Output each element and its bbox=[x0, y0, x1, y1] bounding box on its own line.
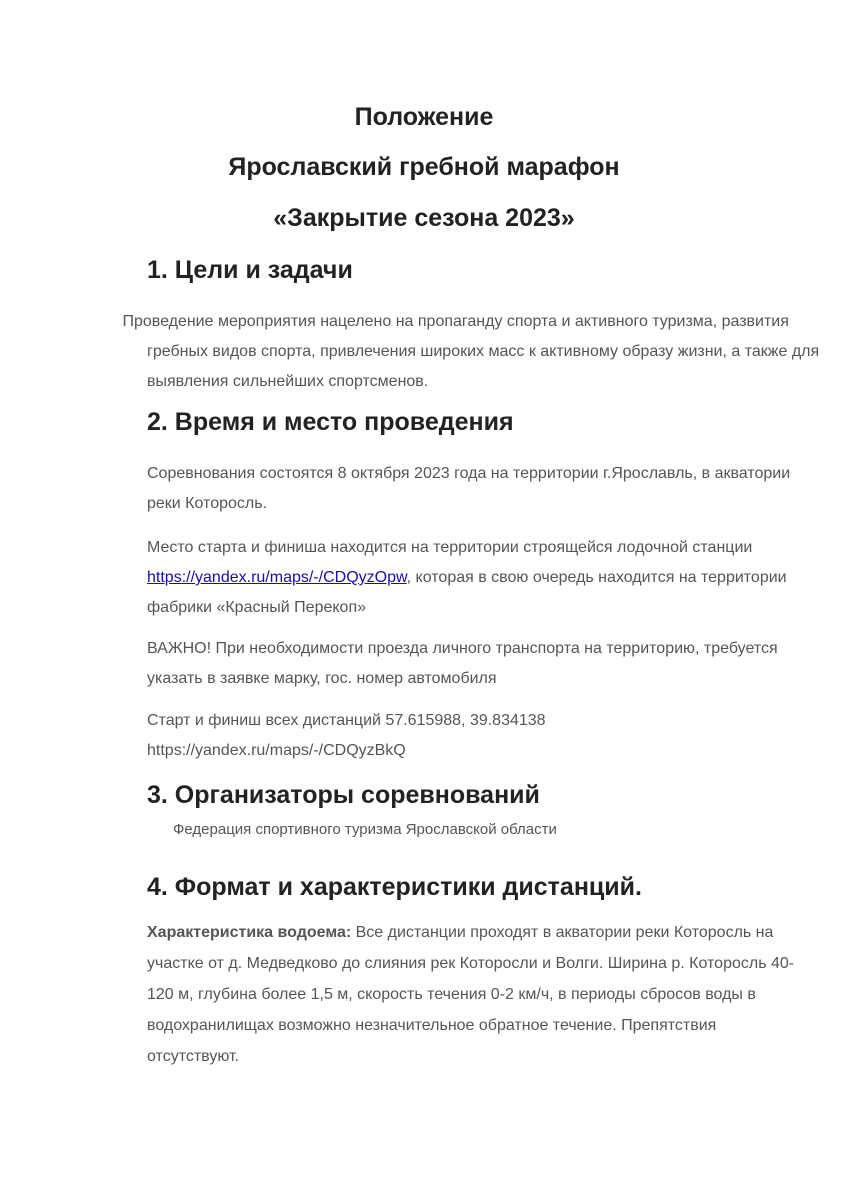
text-line: Старт и финиш всех дистанций 57.615988, 39.834138 bbox=[147, 712, 546, 729]
text-line: Соревнования состоятся 8 октября 2023 года на территории г.Ярославль, в акватории bbox=[147, 465, 791, 482]
section-heading-organizers: 3. Организаторы соревнований bbox=[147, 781, 540, 809]
text-line: https://yandex.ru/maps/-/CDQyzBkQ bbox=[147, 742, 406, 759]
location-paragraph bbox=[147, 533, 787, 623]
text-line bbox=[147, 917, 794, 948]
document-title: Положение bbox=[354, 103, 494, 131]
water-body-paragraph bbox=[147, 917, 794, 1072]
text-line bbox=[147, 563, 787, 593]
section-heading-goals: 1. Цели и задачи bbox=[147, 256, 353, 284]
text-line: участке от д. Медведково до слияния рек Которосли и Волги. Ширина р. Которосль 40- bbox=[147, 955, 795, 972]
important-notice-paragraph bbox=[147, 634, 778, 694]
text-line: 120 м, глубина более 1,5 м, скорость течения 0-2 км/ч, в периоды сбросов воды в bbox=[147, 986, 756, 1003]
event-subtitle: «Закрытие сезона 2023» bbox=[273, 204, 575, 232]
text-line: водохранилищах возможно незначительное обратное течение. Препятствия bbox=[147, 1017, 717, 1034]
text-line: фабрики «Красный Перекоп» bbox=[147, 599, 367, 616]
text-fragment: Все дистанции проходят в акватории реки Которосль на bbox=[351, 924, 774, 941]
text-line: Проведение мероприятия нацелено на пропаганду спорта и активного туризма, развития bbox=[118, 313, 789, 330]
text-line: ВАЖНО! При необходимости проезда личного транспорта на территорию, требуется bbox=[147, 640, 778, 657]
location-map-link[interactable]: https://yandex.ru/maps/-/CDQyzOpw bbox=[147, 569, 407, 586]
text-line: отсутствуют. bbox=[147, 1048, 239, 1065]
text-line: реки Которосль. bbox=[147, 495, 268, 512]
water-body-label: Характеристика водоема: bbox=[147, 924, 352, 941]
goals-paragraph bbox=[118, 307, 819, 397]
text-line: указать в заявке марку, гос. номер автомобиля bbox=[147, 670, 497, 687]
organizer-name: Федерация спортивного туризма Ярославской области bbox=[173, 821, 557, 838]
event-name: Ярославский гребной марафон bbox=[228, 153, 620, 181]
text-line: выявления сильнейших спортсменов. bbox=[147, 373, 429, 390]
date-paragraph bbox=[147, 459, 790, 519]
text-line: гребных видов спорта, привлечения широких масс к активному образу жизни, а также для bbox=[147, 343, 820, 360]
text-line: Место старта и финиша находится на территории строящейся лодочной станции bbox=[147, 539, 753, 556]
section-heading-time-place: 2. Время и место проведения bbox=[147, 408, 514, 436]
section-heading-format: 4. Формат и характеристики дистанций. bbox=[147, 873, 642, 901]
text-fragment: , которая в свою очередь находится на территории bbox=[406, 569, 787, 586]
start-finish-paragraph bbox=[147, 706, 546, 766]
